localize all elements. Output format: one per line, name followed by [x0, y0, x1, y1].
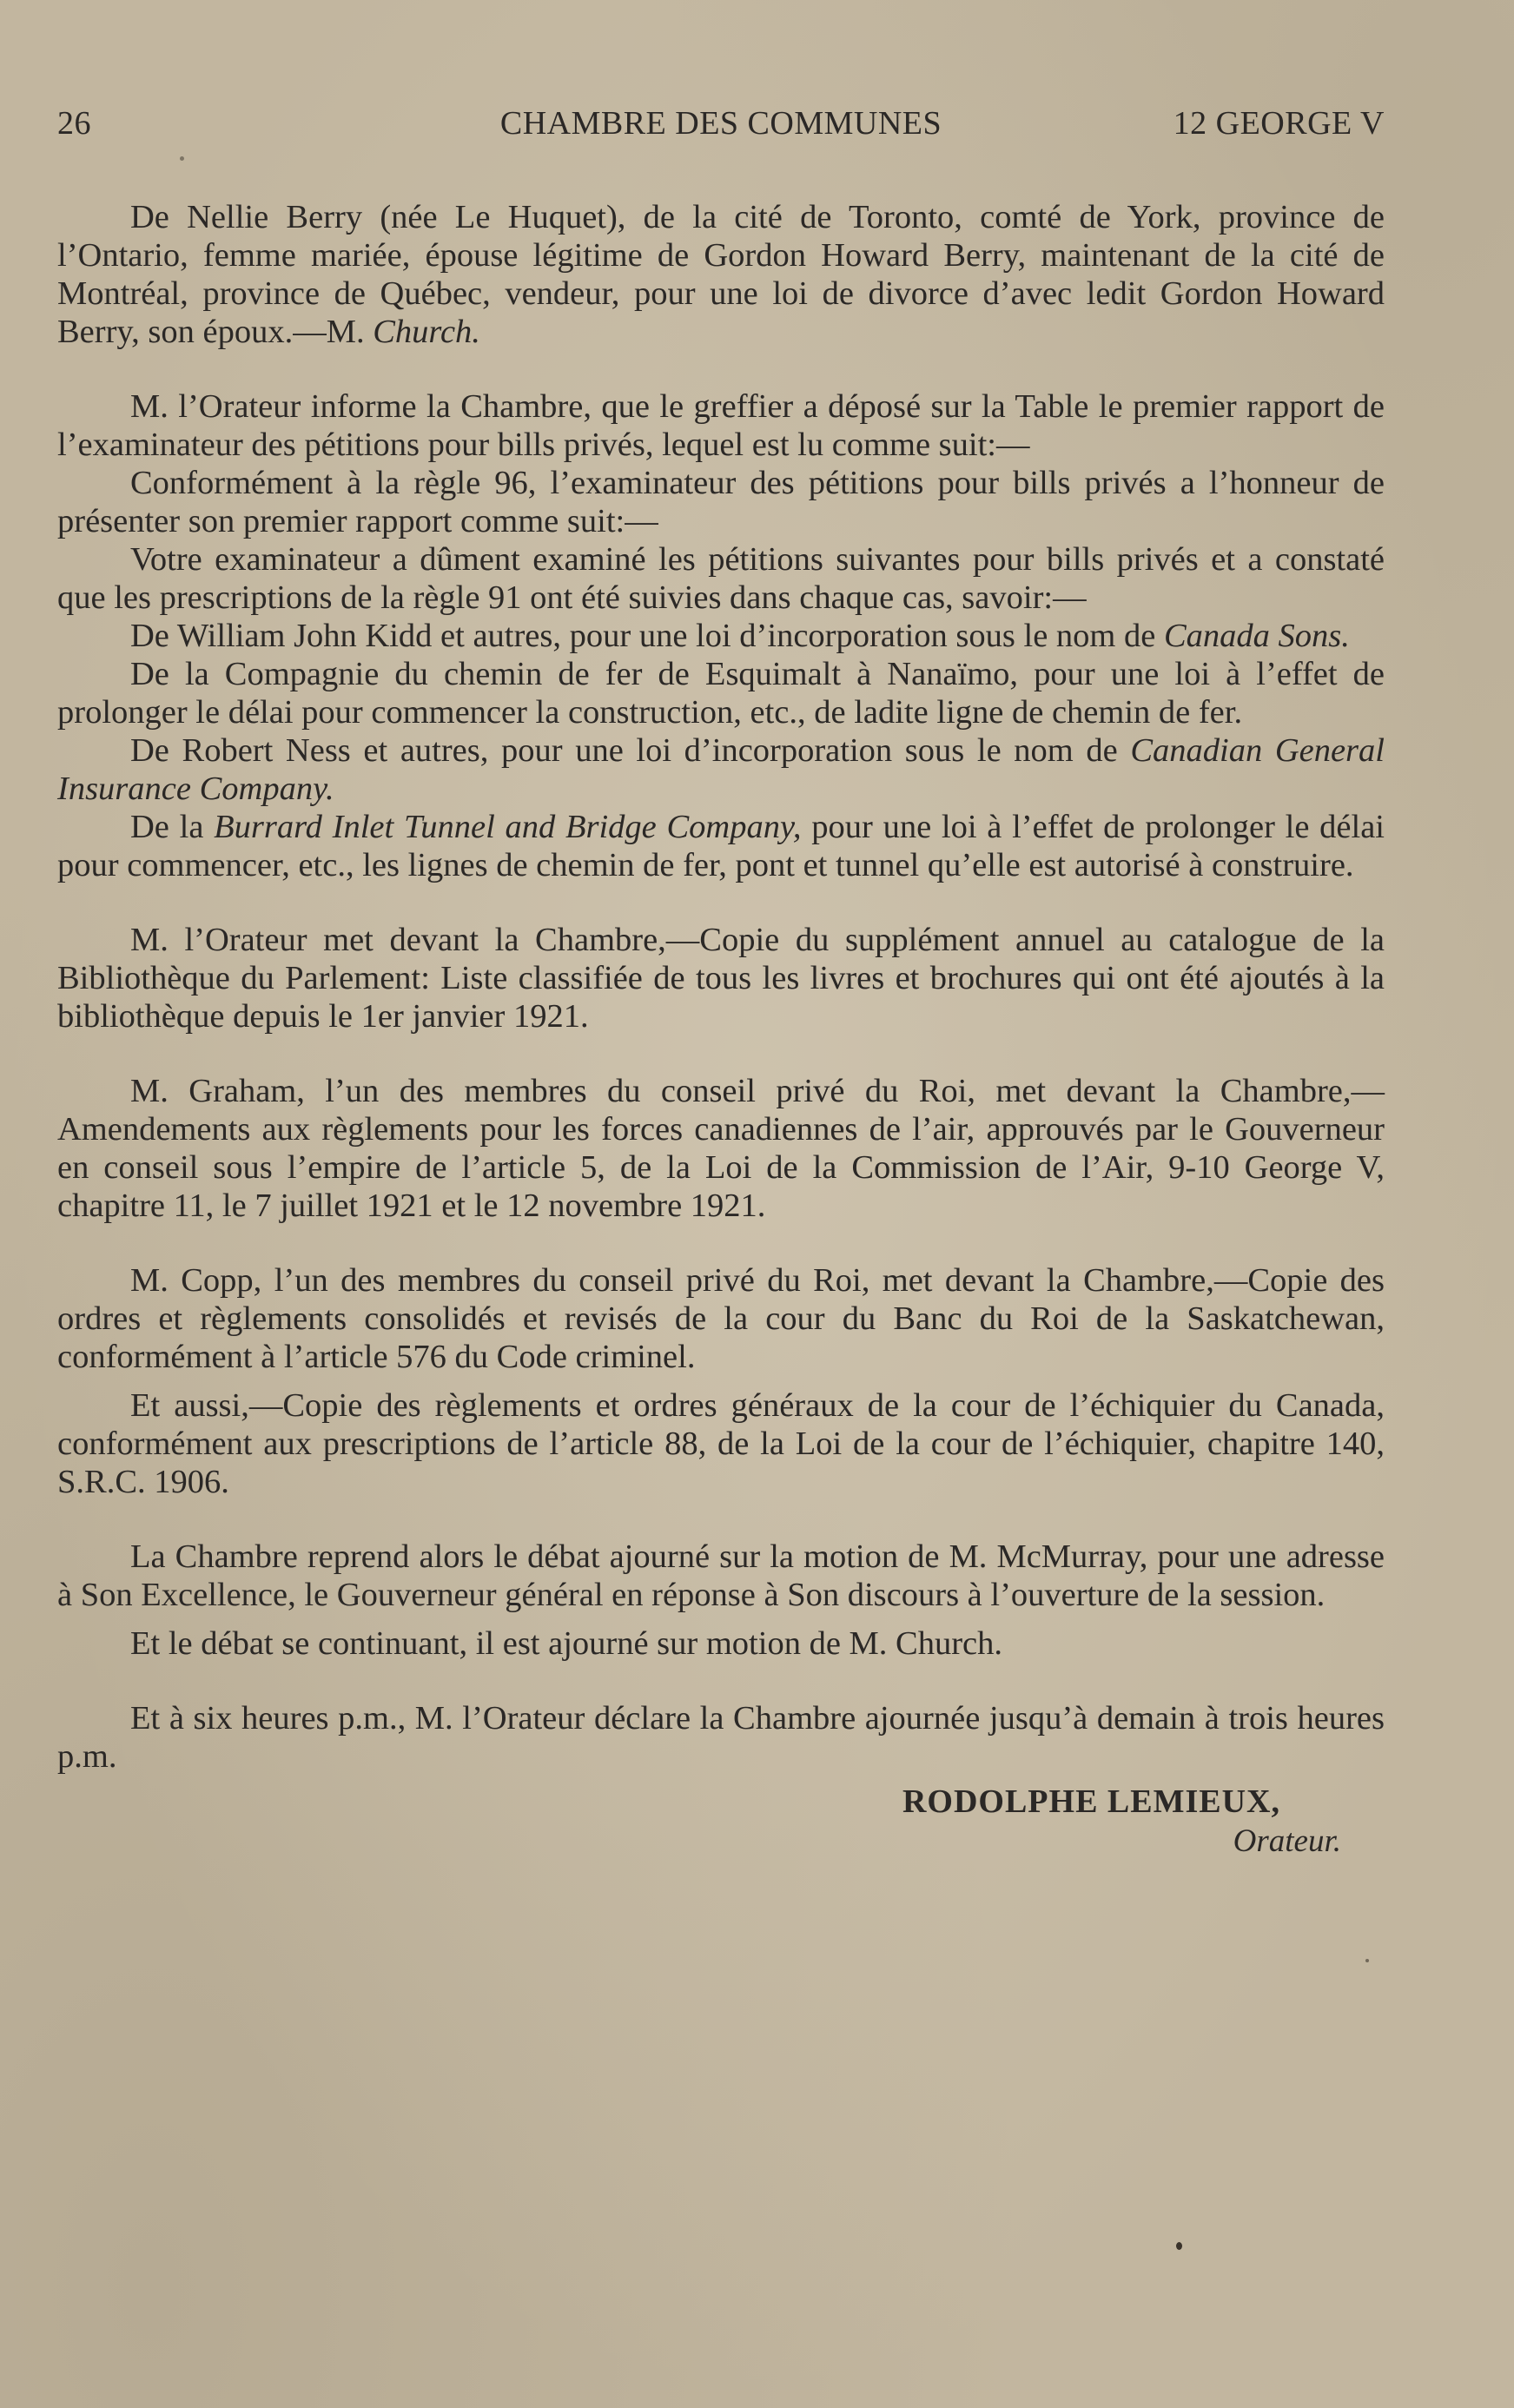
paragraph-debate-adjourned: Et le débat se continuant, il est ajourné sur motion de M. Church. [130, 1625, 1002, 1662]
regnal-year: 12 GEORGE V [1173, 105, 1385, 142]
paragraph-rule-96: Conformément à la règle 96, l’examinateur des pétitions pour bills privés a l’honneur de présenter son premier rapport comme suit:— [57, 465, 1385, 539]
paragraph-ness-petition: De Robert Ness et autres, pour une loi d’incorporation sous le nom de Canadian General Insurance Company. [57, 732, 1385, 807]
paragraph-debate-resumed: La Chambre reprend alors le débat ajourné sur la motion de M. McMurray, pour une adresse à Son Excellence, le Gouverneur général en réponse à Son discours à l’ouverture de la session. [57, 1538, 1385, 1613]
page-number: 26 [57, 105, 91, 142]
paragraph-divorce-petition: De Nellie Berry (née Le Huquet), de la cité de Toronto, comté de York, province de l’Ontario, femme mariée, épouse légitime de Gordon Howard Berry, maintenant de la cité de Montréal, province de Québec, vendeur, pour une loi de divorce d’avec ledit Gordon Howard Berry, son époux.—M. Church. [57, 199, 1385, 350]
paragraph-graham-amendments: M. Graham, l’un des membres du conseil privé du Roi, met devant la Chambre,—Amendements aux règlements pour les forces canadiennes de l’air, approuvés par le Gouverneur en conseil sous l’empire de l’article 5, de la Loi de la Commission de l’Air, 9-10 George V, chapitre 11, le 7 juillet 1921 et le 12 novembre 1921. [57, 1073, 1385, 1224]
paragraph-kidd-petition: De William John Kidd et autres, pour une loi d’incorporation sous le nom de Canada Sons. [130, 618, 1350, 654]
signature-name: RODOLPHE LEMIEUX, [902, 1783, 1280, 1820]
paragraph-rule-91: Votre examinateur a dûment examiné les pétitions suivantes pour bills privés et a constaté que les prescriptions de la règle 91 ont été suivies dans chaque cas, savoir:— [57, 541, 1385, 616]
paragraph-esquimalt-petition: De la Compagnie du chemin de fer de Esquimalt à Nanaïmo, pour une loi à l’effet de prolonger le délai pour commencer la construction, etc., de ladite ligne de chemin de fer. [57, 656, 1385, 731]
document-page [57, 104, 1385, 1860]
paper-speck [1365, 1959, 1369, 1962]
running-head [57, 104, 1385, 156]
paper-speck [180, 156, 184, 161]
paragraph-burrard-petition: De la Burrard Inlet Tunnel and Bridge Company, pour une loi à l’effet de prolonger le délai pour commencer, etc., les lignes de chemin de fer, pont et tunnel qu’elle est autorisé à construire. [57, 809, 1385, 883]
paragraph-examiner-report: M. l’Orateur informe la Chambre, que le greffier a déposé sur la Table le premier rapport de l’examinateur des pétitions pour bills privés, lequel est lu comme suit:— [57, 388, 1385, 463]
signature-block [57, 1783, 1385, 1860]
paragraph-exchequer-rules: Et aussi,—Copie des règlements et ordres généraux de la cour de l’échiquier du Canada, conformément aux prescriptions de l’article 88, de la Loi de la cour de l’échiquier, chapitre 140, S.R.C. 1906. [57, 1387, 1385, 1500]
signature-title: Orateur. [1233, 1823, 1341, 1859]
paragraph-house-adjourned: Et à six heures p.m., M. l’Orateur déclare la Chambre ajournée jusqu’à demain à trois heures p.m. [57, 1700, 1385, 1775]
paper-speck [1176, 2242, 1182, 2250]
paragraph-copp-orders: M. Copp, l’un des membres du conseil privé du Roi, met devant la Chambre,—Copie des ordres et règlements consolidés et revisés de la cour du Banc du Roi de la Saskatchewan, conformément à l’article 576 du Code criminel. [57, 1262, 1385, 1375]
page-header-title: CHAMBRE DES COMMUNES [499, 105, 942, 142]
paragraph-library-catalogue: M. l’Orateur met devant la Chambre,—Copie du supplément annuel au catalogue de la Bibliothèque du Parlement: Liste classifiée de tous les livres et brochures qui ont été ajoutés à la bibliothèque depuis le 1er janvier 1921. [57, 922, 1385, 1035]
